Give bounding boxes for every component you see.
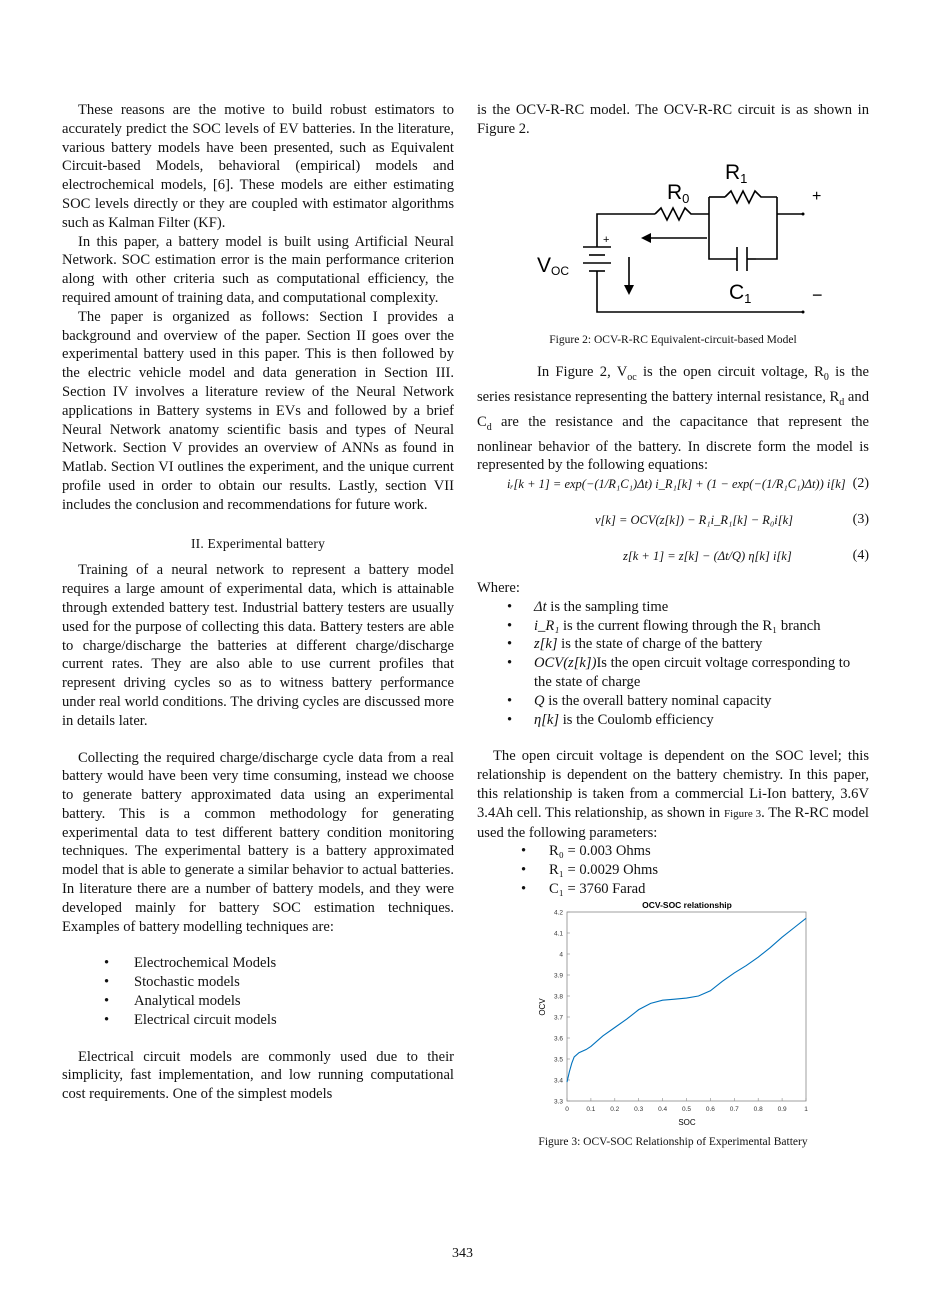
x-tick-label: 1: [804, 1105, 808, 1113]
equation-2: iᵣ[k + 1] = exp(−(1/R₁C₁)Δt) i_R₁[k] + (1 − exp(−(1/R₁C₁)Δt)) i[k] (2): [507, 476, 869, 492]
paragraph: Training of a neural network to represent a battery model requires a large amount of experimental data, which is attainable through extended battery test. Industrial battery testers are usually used for the purpose of collecting this data. Battery testers are able to charge/discharge the batteries at different charge/discharge current rates. They are also able to use current profiles that represent driving cycles so as to witness battery performance under real world conditions. The driving cycles are discussed more in details later.: [62, 562, 454, 729]
y-tick-label: 3.8: [553, 993, 563, 1001]
section-heading: II. Experimental battery: [190, 535, 326, 551]
y-tick-label: 3.7: [553, 1014, 563, 1022]
minus-terminal: −: [812, 284, 823, 305]
list-item: • Electrical circuit models: [104, 1011, 277, 1028]
x-tick-label: 0.1: [586, 1105, 596, 1113]
list-item: • OCV(z[k])Is the open circuit voltage corresponding to the state of charge: [507, 655, 851, 691]
x-tick-label: 0.4: [658, 1105, 668, 1113]
y-tick-label: 3.6: [553, 1035, 563, 1043]
list-item: • R₁ = 0.0029 Ohms: [521, 862, 658, 879]
y-tick-label: 3.3: [553, 1098, 563, 1106]
y-tick-label: 3.5: [553, 1056, 563, 1064]
list-item: • η[k] is the Coulomb efficiency: [507, 711, 714, 728]
paragraph: The paper is organized as follows: Section I provides a background and overview of the paper. Section II goes over the experimental battery used in this paper. This is then followed by the electric vehicle model and data generation in Section III. Section IV involves a literature review of the Neural Network applications in Battery systems in EVs and followed by a brief Neural Network anatomy scientific basis and types of Neural Network. Section V provides an overview of ANNs as found in Matlab. Section VI outlines the experiment, and the unique current profile used in order to obtain our results. Lastly, section VII includes the conclusion and recommendations for future work.: [62, 308, 454, 513]
y-axis-label: OCV: [538, 998, 547, 1016]
circuit-diagram: [477, 139, 869, 329]
paragraph: Electrical circuit models are commonly used due to their simplicity, fast implementation, and low running computational cost requirements. One of the simplest models: [62, 1048, 454, 1103]
c1-label: C1: [729, 280, 752, 306]
y-tick-label: 3.9: [553, 972, 563, 980]
y-tick-label: 4.1: [553, 930, 563, 938]
figure-3-caption: Figure 3: OCV-SOC Relationship of Experimental Battery: [538, 1135, 808, 1148]
voc-label: VOC: [537, 253, 570, 278]
model-list: [62, 954, 454, 1029]
x-tick-label: 0.8: [753, 1105, 763, 1113]
r0-label: R0: [667, 180, 690, 206]
x-tick-label: 0.7: [729, 1105, 739, 1113]
paragraph: is the OCV-R-RC model. The OCV-R-RC circuit is as shown in Figure 2.: [477, 102, 869, 137]
paragraph: These reasons are the motive to build robust estimators to accurately predict the SOC levels of EV batteries. In the literature, various battery models have been presented, such as Equivalent Circuit-based Models, behavioral (empirical) models and electrochemical models, [6]. These models are either estimating SOC levels directly or they are coupled with estimator algorithms such as Kalman Filter (KF).: [62, 102, 454, 231]
paragraph: The open circuit voltage is dependent on the SOC level; this relationship is dependent on the battery chemistry. In this paper, this relationship is taken from a commercial Li-Ion battery, 3.6V 3.4Ah cell. This relationship, as shown in Figure 3. The R-RC model used the following parameters:: [477, 748, 869, 841]
list-item: • Analytical models: [104, 993, 241, 1010]
x-tick-label: 0.3: [634, 1105, 644, 1113]
list-item: • Electrochemical Models: [104, 955, 277, 972]
plot-area: [567, 912, 806, 1101]
y-tick-label: 4: [559, 951, 563, 959]
paragraph: In Figure 2, $V_{oc}$ is the open circuit voltage, $R_0$ is the series resistance representing the battery internal resistance, $R_d$ and $C_d$ are the resistance and the capacitance that represent the nonlinear behavior of the battery. In discrete form the model is represented by the following equations:: [477, 364, 869, 474]
equation-3: v[k] = OCV(z[k]) − R₁i_R₁[k] − R₀i[k] (3): [595, 512, 869, 528]
ocv-series-line: [567, 918, 806, 1082]
x-axis-label: SOC: [678, 1117, 696, 1127]
x-tick-label: 0.2: [610, 1105, 620, 1113]
list-item: • i_R₁ is the current flowing through the R₁ branch: [507, 617, 821, 634]
list-item: • R₀ = 0.003 Ohms: [521, 843, 651, 860]
list-item: • Q is the overall battery nominal capacity: [507, 692, 772, 709]
equation-4: z[k + 1] = z[k] − (Δt/Q) η[k] i[k] (4): [623, 548, 869, 564]
page-number: 343: [452, 1246, 473, 1261]
where-label: Where:: [477, 580, 520, 597]
battery-plus: +: [603, 233, 610, 246]
parameter-list: [477, 842, 869, 898]
x-tick-label: 0.9: [777, 1105, 787, 1113]
x-tick-label: 0.6: [705, 1105, 715, 1113]
paragraph: Collecting the required charge/discharge cycle data from a real battery would have been very time consuming, instead we choose to generate battery approximated data using an experimental battery. This is a common methodology for generating experimental data to test different battery condition monitoring techniques. The experimental battery is a battery approximated model that is able to generate a similar behavior to actual batteries. In literature there are a number of battery models, and they were developed mainly for battery SOC estimation techniques. Examples of battery modelling techniques are:: [62, 749, 454, 935]
list-item: • Stochastic models: [104, 974, 240, 991]
y-tick-label: 4.2: [553, 909, 563, 917]
left-column: [62, 101, 454, 1104]
y-tick-label: 3.4: [553, 1077, 563, 1085]
figure-2-caption: Figure 2: OCV-R-RC Equivalent-circuit-based Model: [549, 333, 797, 346]
list-item: • z[k] is the state of charge of the battery: [507, 636, 763, 653]
plus-terminal: +: [812, 187, 822, 205]
list-item: • Δt is the sampling time: [507, 598, 669, 615]
r1-label: R1: [725, 160, 748, 186]
paragraph: In this paper, a battery model is built using Artificial Neural Network. SOC estimation error is the main performance criterion along with other criteria such as computational efficiency, the required amount of training data, and computational complexity.: [62, 233, 454, 306]
chart-title: OCV-SOC relationship: [642, 899, 732, 910]
ocv-soc-chart: [477, 899, 869, 1131]
list-item: • C₁ = 3760 Farad: [521, 881, 646, 898]
symbol-list: [477, 598, 869, 730]
figure-2: [477, 139, 869, 329]
x-tick-label: 0.5: [681, 1105, 692, 1113]
x-tick-label: 0: [565, 1105, 569, 1113]
right-column: [477, 101, 869, 1151]
